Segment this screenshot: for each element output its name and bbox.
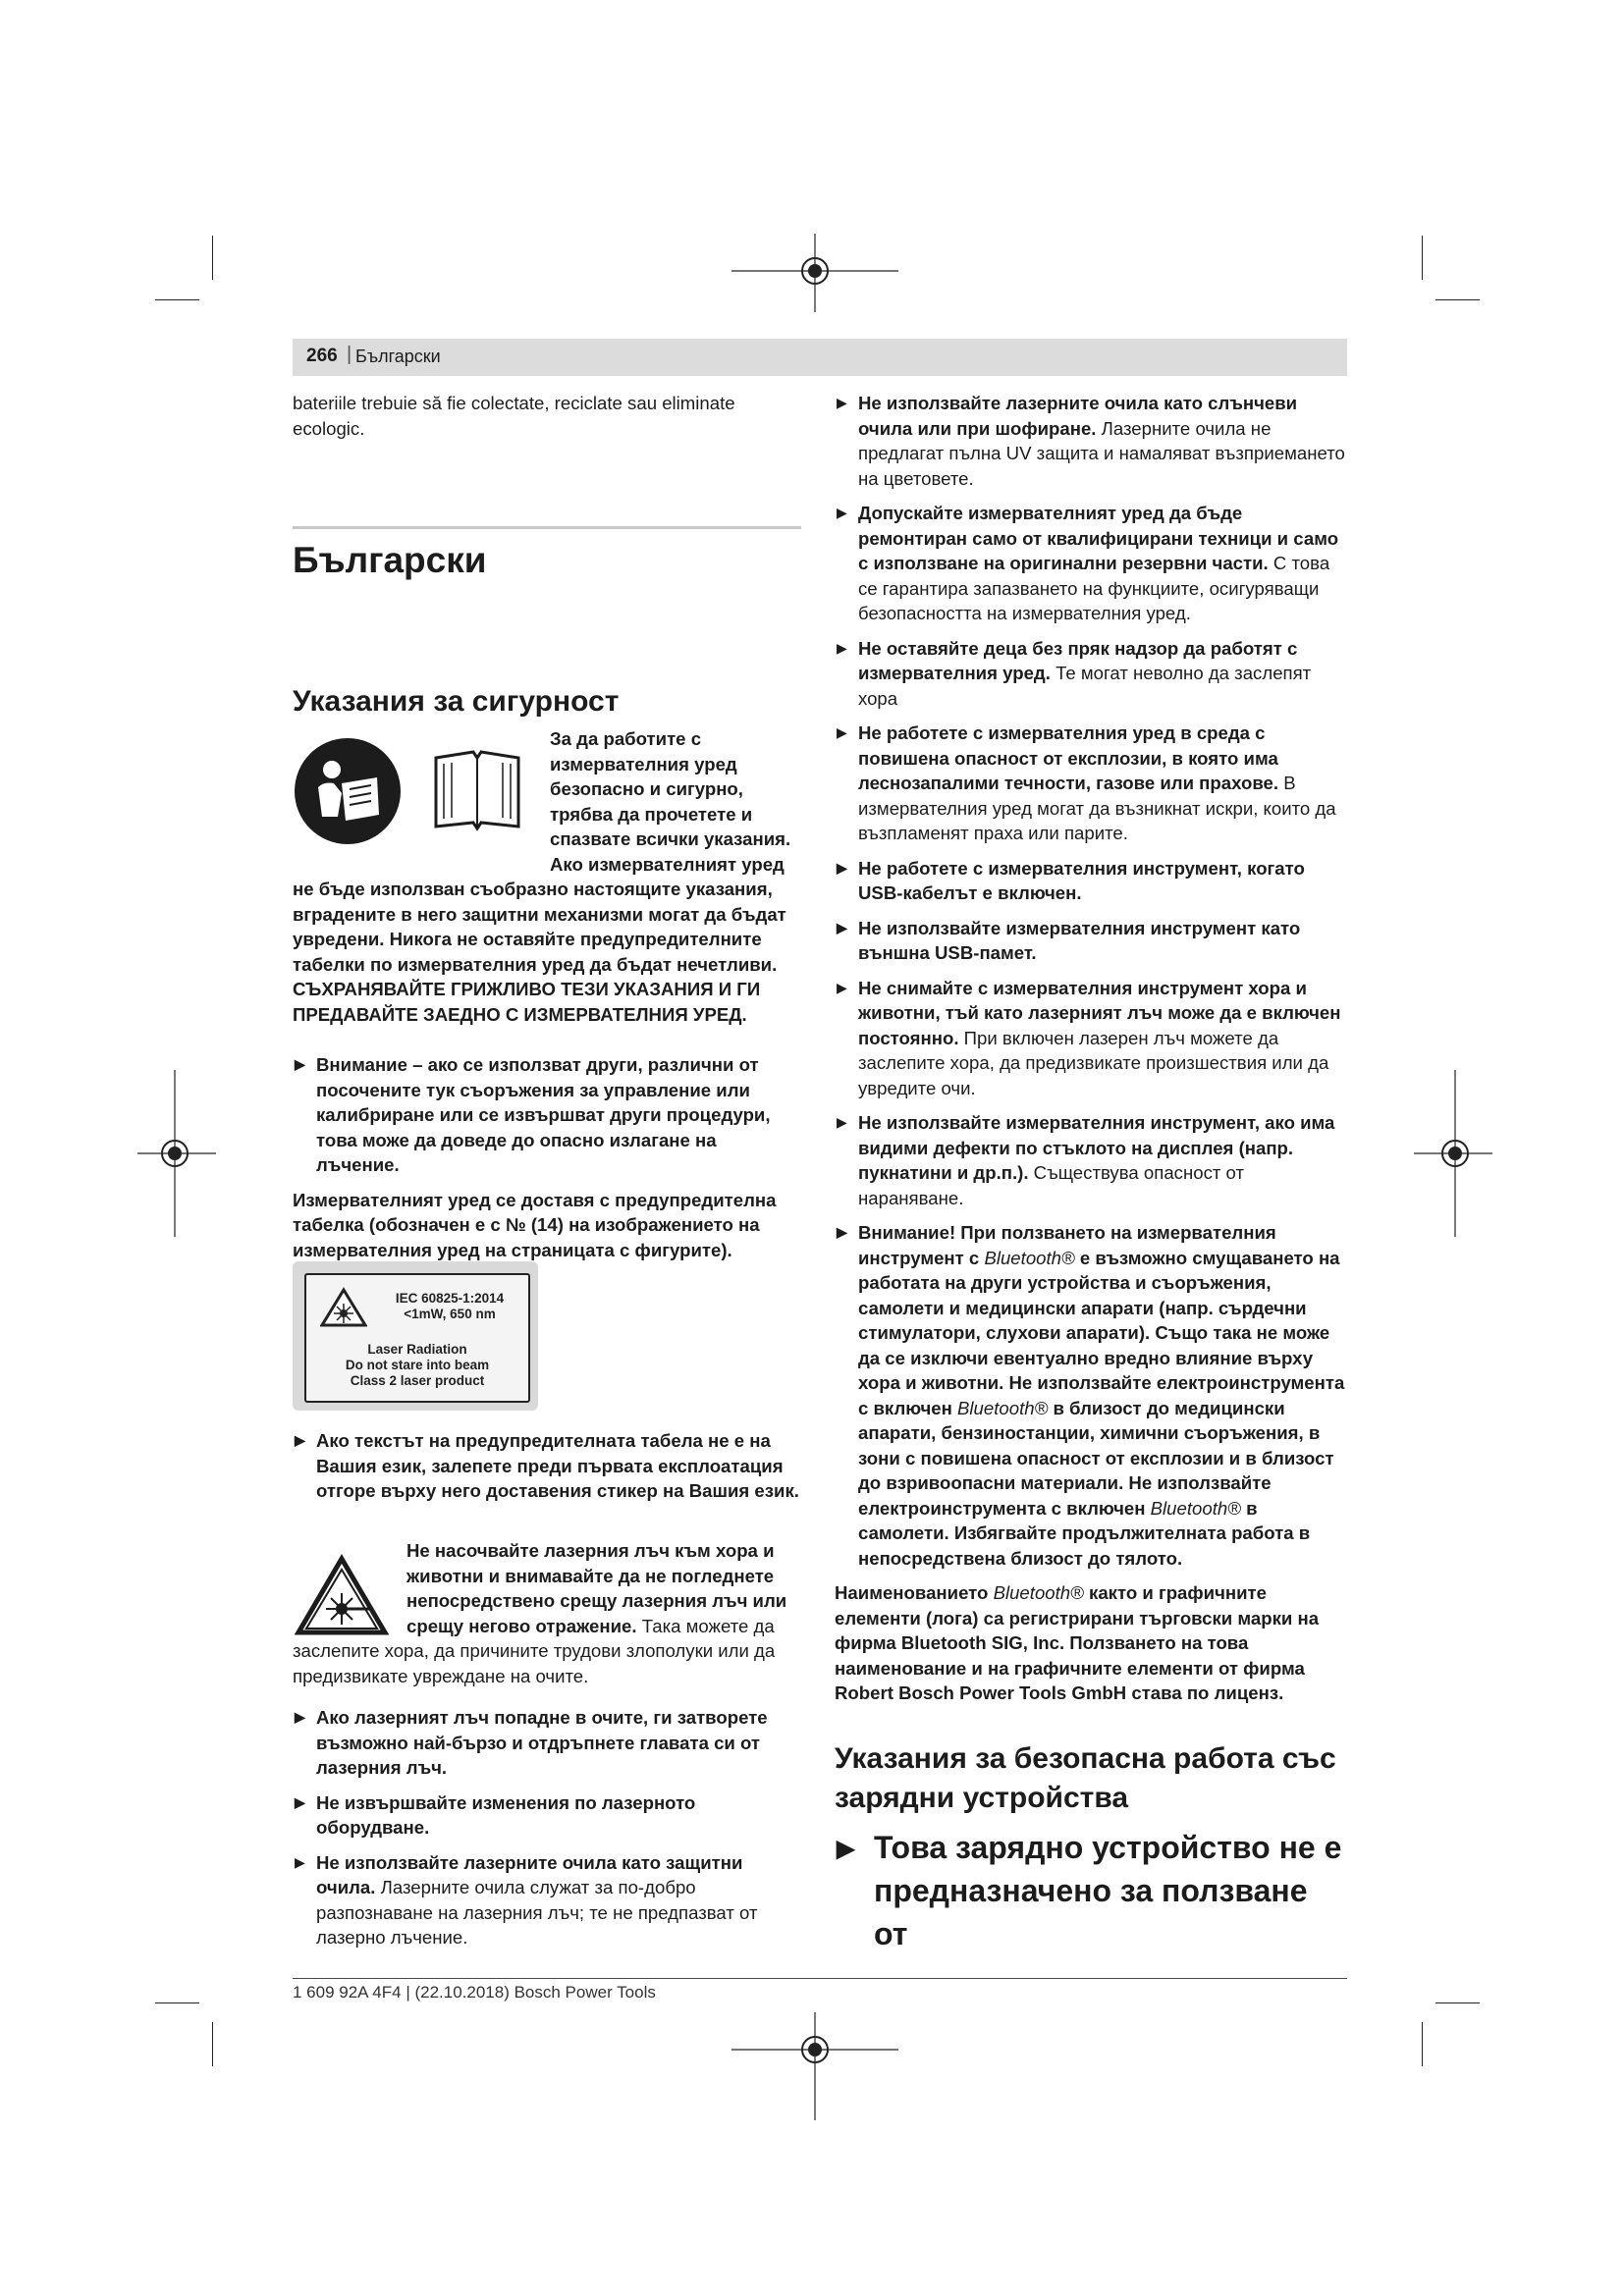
bullet-triangle-icon: ▶ [837,919,847,935]
list-item: ▶ Не използвайте лазерните очила като защитни очила. Лазерните очила служат за по-добро разпознаване на лазерния лъч; те не предпазват от лазерно лъчение. [295,1851,758,1948]
header-language: Български [355,347,441,366]
page-number: 266 [306,346,338,366]
label-standard: IEC 60825-1:2014 [395,1291,505,1306]
crop-mark [155,2002,199,2003]
bullet-triangle-icon: ▶ [837,395,847,410]
registration-mark-bottom [731,2012,898,2120]
left-col-block-1 [293,1052,801,1271]
section-divider [293,526,801,529]
left-intro [293,391,801,450]
bullet-triangle-icon: ▶ [295,1056,305,1072]
laser-warning-label [293,1261,538,1411]
page-header [293,339,1347,376]
list-item: ▶ Ако текстът на предупредителната табела не е на Вашия език, залепете преди първата експлоатация отгоре върху него доставения стикер на Вашия език. [295,1430,799,1501]
label-line-1: Laser Radiation [367,1342,467,1357]
list-item: ▶ Не работете с измервателния уред в среда с повишена опасност от експлозии, в която има леснозапалими течности, газове или прахове. В измервателния уред могат да възникнат искри, които да възпламенят праха или парите. [837,722,1336,843]
crop-mark [212,2022,213,2066]
list-item: ▶ Внимание! При ползването на измервателния инструмент с Bluetooth® е възможно смущаването на работата на други устройства и съоръжения, самолети и медицински апарати (напр. сърдечни стимулатори, слухови апарати). Също така не може да се изключи евентуално вредно влияние върху хора и животни. Не използвайте електроинструмента с включен Bluetooth® в близост до медицински апарати, бензиностанции, химични съоръжения, в зони с повишена опасност от експлозии и в близост до взривоопасни материали. Не използвайте електроинструмента с включен Bluetooth® в самолети. Избягвайте продължителната работа в непосредствена близост до тялото. [837,1222,1345,1569]
list-item: ▶ Не извършвайте изменения по лазерното оборудване. [295,1791,696,1838]
bullet-triangle-icon: ▶ [295,1853,305,1870]
bullet-triangle-icon: ▶ [295,1432,305,1448]
section-heading-safety: Указания за сигурност [293,685,620,718]
list-item: ▶ Не използвайте измервателния инструмент като външна USB-памет. [837,917,1301,963]
safety-intro-paragraph [293,726,801,1036]
list-item: ▶ Ако лазерният лъч попадне в очите, ги затворете възможно най-бързо и отдръпнете главата си от лазерния лъч. [295,1707,768,1778]
bullet-triangle-icon: ▶ [837,639,847,656]
crop-mark [1435,2002,1480,2003]
crop-mark [1422,2022,1423,2066]
left-col-block-3 [293,1705,801,1960]
list-item: ▶ Не снимайте с измервателния инструмент хора и животни, тъй като лазерният лъч може да е включен постоянно. При включен лазерен лъч можете да заслепите хора, да предизвикате произшествия или да увредите очи. [837,977,1341,1098]
bullet-triangle-icon: ▶ [837,979,847,995]
label-power: <1mW, 650 nm [404,1307,496,1321]
bullet-triangle-icon: ▶ [295,1793,305,1810]
left-col-block-2 [293,1428,801,1514]
right-col-block [835,391,1347,1715]
list-item: ▶ Не работете с измервателния инструмент, когато USB-кабелът е включен. [837,857,1305,903]
bluetooth-trademark-paragraph: Наименованието Bluetooth® както и графичните елементи (лога) са регистрирани търговски марки на фирма Bluetooth SIG, Inc. Ползването на това наименование и на графичните елементи от фирма Robert Bosch Power Tools GmbH става по лиценз. [835,1582,1320,1703]
crop-mark [1435,299,1480,300]
list-item: ▶ Не използвайте лазерните очила като слънчеви очила или при шофиране. Лазерните очила не предлагат пълна UV защита и намаляват възприемането на цветовете. [837,393,1345,489]
list-item: ▶ Допускайте измервателният уред да бъде ремонтиран само от квалифицирани техници и само с използване на оригинални резервни части. С това се гарантира запазването на функциите, осигуряващи безопасността на измервателния уред. [837,503,1339,623]
bullet-triangle-icon: ▶ [295,1709,305,1725]
page-footer: 1 609 92A 4F4 | (22.10.2018) Bosch Power Tools [293,1983,656,2002]
bullet-triangle-icon: ▶ [837,859,847,876]
laser-warning-icon [320,1287,367,1328]
bullet-triangle-icon: ▶ [837,1836,855,1862]
label-line-3: Class 2 laser product [350,1373,485,1388]
list-item: ▶ Не оставяйте деца без пряк надзор да работят с измервателния уред. Те могат неволно да заслепят хора [837,637,1312,709]
registration-mark-right [1414,1070,1492,1237]
laser-warning-paragraph: Не насочвайте лазерния лъч към хора и животни и внимавайте да не погледнете непосредствено срещу лазерния лъч или срещу негово отражение. Така можете да заслепите хора, да причините трудови злополуки или да предизвикате увреждане на очите. [293,1540,787,1686]
list-item: ▶ Не използвайте измервателния инструмент, ако има видими дефекти по стъклото на дисплея (напр. пукнатини и др.п.). Съществува опасност от нараняване. [837,1112,1335,1208]
crop-mark [155,299,199,300]
registration-mark-left [137,1070,216,1237]
page-title: Български [293,540,487,580]
charger-warning: ▶ Това зарядно устройство не е предназначено за ползване от [837,1830,1342,1951]
bullet-triangle-icon: ▶ [837,724,847,740]
label-paragraph: Измервателният уред се доставя с предупредителна табелка (обозначен е с № (14) на изображението на измервателния уред на страницата с фигурите). [293,1189,777,1260]
footer-rule [293,1978,1347,1979]
crop-mark [1422,236,1423,280]
bullet-triangle-icon: ▶ [837,1224,847,1240]
intro-text: bateriile trebuie să fie colectate, reciclate sau eliminate ecologic. [293,393,735,439]
header-separator: | [347,344,352,365]
label-line-2: Do not stare into beam [345,1358,490,1372]
crop-mark [212,236,213,280]
bullet-triangle-icon: ▶ [837,505,847,520]
bullet-triangle-icon: ▶ [837,1114,847,1130]
list-item: ▶ Внимание – ако се използват други, различни от посочените тук съоръжения за управление или калибриране или се извършват други процедури, това може да доведе до опасно излагане на лъчение. [295,1054,771,1175]
safety-intro-text: За да работите с измервателния уред безопасно и сигурно, трябва да прочетете и спазвате всички указания. Ако измервателният уред не бъде използван съобразно настоящите указания, вградените в него защитни механизми могат да бъдат увредени. Никога не оставяйте предупредителните табелки по измервателния уред да бъдат нечетливи. СЪХРАНЯВАЙТЕ ГРИЖЛИВО ТЕЗИ УКАЗАНИЯ И ГИ ПРЕДАВАЙТЕ ЗАЕДНО С ИЗМЕРВАТЕЛНИЯ УРЕД. [293,728,791,1025]
registration-mark-top [731,234,898,312]
section-heading-charger: Указания за безопасна работа със зарядни устройства [835,1742,1336,1814]
